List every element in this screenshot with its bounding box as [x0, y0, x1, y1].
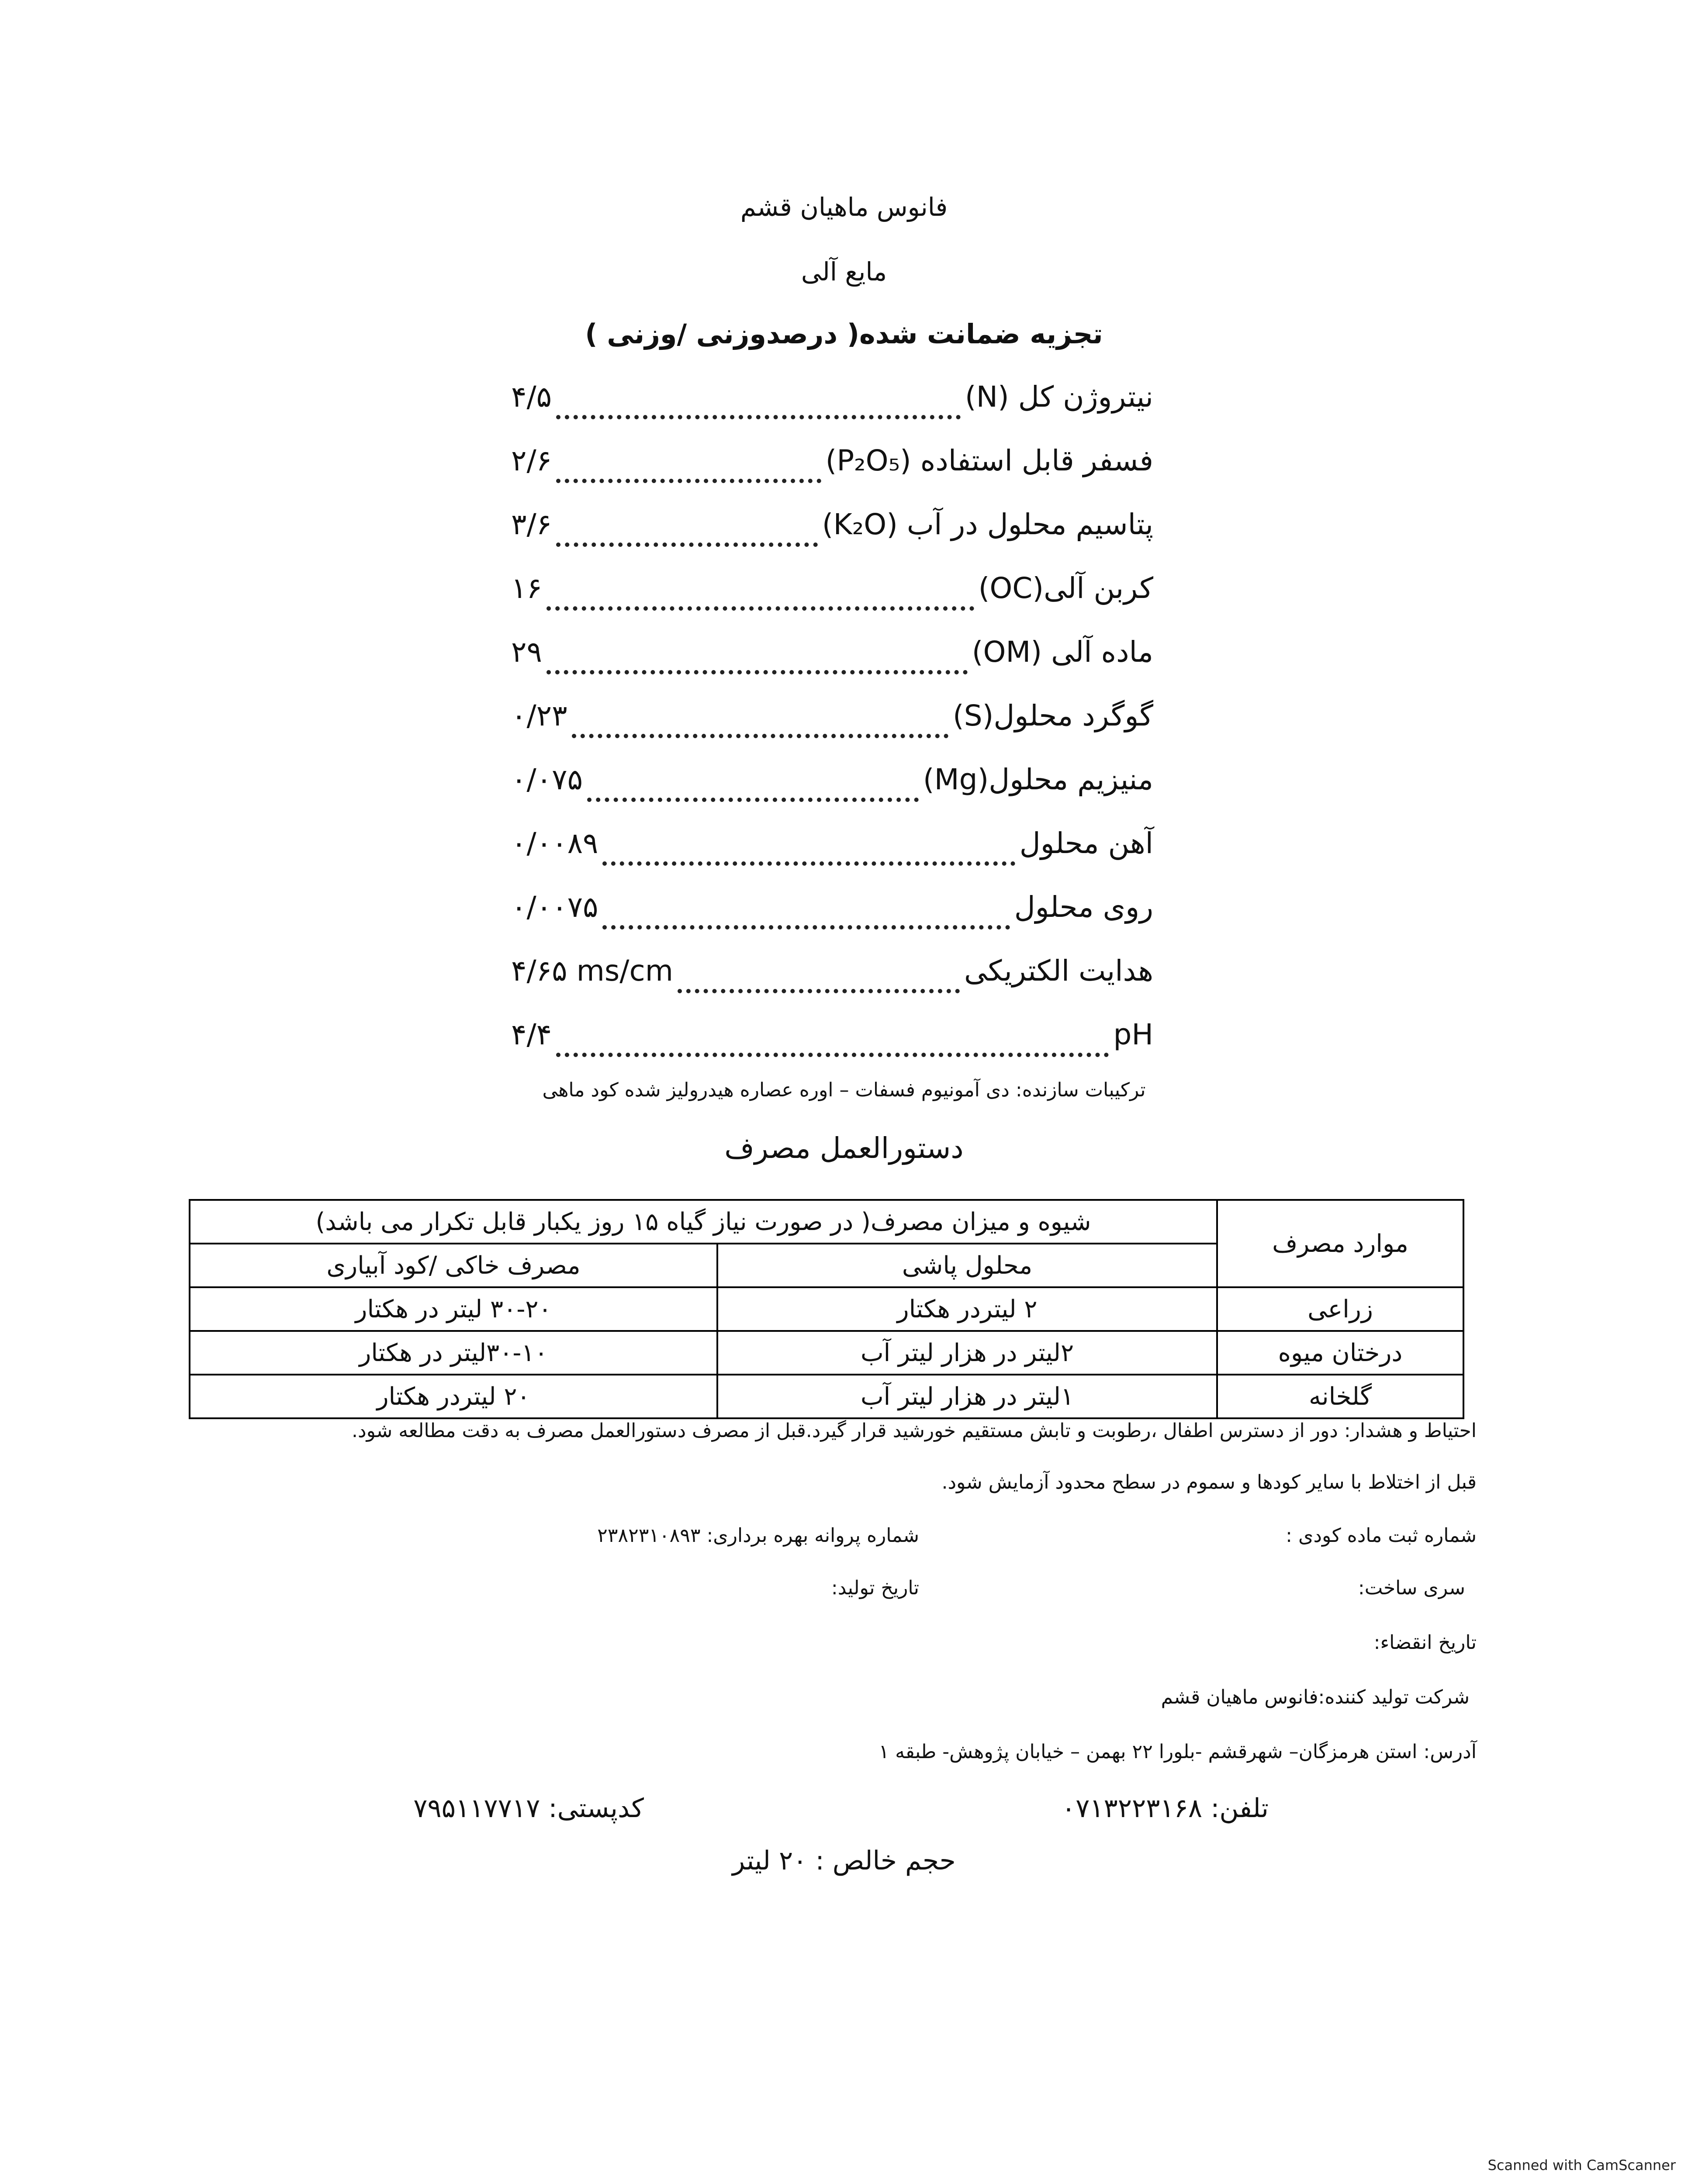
dot-leader	[556, 457, 821, 483]
analysis-value: ۳/۶	[511, 508, 552, 541]
row-soil: ۳۰-۱۰لیتر در هکتار	[190, 1331, 717, 1375]
analysis-value: ۲/۶	[511, 444, 552, 477]
expiry-date-label: تاریخ انقضاء:	[1373, 1631, 1477, 1654]
analysis-value: ۲۹	[511, 635, 542, 669]
analysis-name: پتاسیم محلول در آب (K₂O)	[822, 508, 1153, 541]
row-use: زراعی	[1217, 1287, 1463, 1331]
analysis-name: آهن محلول	[1019, 826, 1153, 860]
table-row	[190, 1375, 1463, 1418]
dot-leader	[556, 521, 818, 547]
analysis-row	[502, 763, 1184, 806]
dot-leader	[572, 712, 948, 738]
analysis-row	[502, 571, 1184, 615]
instructions-title: دستورالعمل مصرف	[724, 1131, 964, 1165]
ingredients-text: ترکیبات سازنده: دی آمونیوم فسفات – اوره عصاره هیدرولیز شده کود ماهی	[542, 1079, 1146, 1101]
analysis-name: منیزیم محلول(Mg)	[923, 763, 1153, 796]
analysis-value: ۱۶	[511, 571, 542, 605]
license-text: شماره پروانه بهره برداری: ۲۳۸۲۳۱۰۸۹۳	[597, 1524, 919, 1547]
row-use: گلخانه	[1217, 1375, 1463, 1418]
analysis-name: کربن آلی(OC)	[978, 571, 1153, 605]
analysis-name: ماده آلی (OM)	[972, 635, 1153, 669]
dot-leader	[602, 903, 1010, 930]
warning-text: احتیاط و هشدار: دور از دسترس اطفال ،رطوبت و تابش مستقیم خورشید قرار گیرد.قبل از مصرف دستورالعمل مصرف به دقت مطالعه شود.	[352, 1420, 1477, 1442]
address-text: آدرس: استن هرمزگان– شهرقشم -بلورا ۲۲ بهمن – خیابان پژوهش- طبقه ۱	[879, 1741, 1477, 1763]
dot-leader	[547, 648, 968, 674]
registration-label: شماره ثبت ماده کودی :	[1286, 1524, 1477, 1547]
row-spray: ۱لیتر در هزار لیتر آب	[717, 1375, 1217, 1418]
analysis-name: هدایت الکتریکی	[964, 954, 1153, 988]
header-spray: محلول پاشی	[717, 1244, 1217, 1287]
analysis-row	[502, 380, 1184, 424]
analysis-row	[502, 826, 1184, 870]
analysis-name: گوگرد محلول(S)	[953, 699, 1153, 733]
product-title: مایع آلی	[801, 257, 887, 287]
scanner-watermark: Scanned with CamScanner	[1487, 2157, 1676, 2174]
analysis-value: ۰/۰۰۷۵	[511, 890, 598, 924]
dot-leader	[587, 776, 919, 802]
header-use: موارد مصرف	[1217, 1200, 1463, 1287]
company-title: فانوس ماهیان قشم	[740, 192, 948, 222]
net-volume: حجم خالص : ۲۰ لیتر	[732, 1845, 956, 1876]
analysis-name: pH	[1113, 1018, 1153, 1051]
analysis-value: ۴/۴	[511, 1018, 552, 1051]
analysis-value: ۰/۰۷۵	[511, 763, 583, 796]
analysis-row	[502, 890, 1184, 934]
row-soil: ۲۰ لیتردر هکتار	[190, 1375, 717, 1418]
analysis-value: ۴/۵	[511, 380, 552, 414]
mixing-text: قبل از اختلاط با سایر کودها و سموم در سطح محدود آزمایش شود.	[941, 1471, 1477, 1493]
analysis-value: ۰/۰۰۸۹	[511, 826, 598, 860]
row-spray: ۲ لیتردر هکتار	[717, 1287, 1217, 1331]
production-date-label: تاریخ تولید:	[831, 1577, 919, 1599]
dot-leader	[556, 1031, 1109, 1057]
row-spray: ۲لیتر در هزار لیتر آب	[717, 1331, 1217, 1375]
analysis-name: روی محلول	[1014, 890, 1153, 924]
analysis-row	[502, 635, 1184, 679]
analysis-name: فسفر قابل استفاده (P₂O₅)	[825, 444, 1153, 477]
analysis-row	[502, 699, 1184, 743]
row-use: درختان میوه	[1217, 1331, 1463, 1375]
table-row	[190, 1287, 1463, 1331]
header-soil: مصرف خاکی /کود آبیاری	[190, 1244, 717, 1287]
dot-leader	[678, 967, 960, 993]
header-method: شیوه و میزان مصرف( در صورت نیاز گیاه ۱۵ روز یکبار قابل تکرار می باشد)	[190, 1200, 1217, 1244]
dot-leader	[547, 584, 974, 611]
phone-text: تلفن: ۰۷۱۳۲۲۳۱۶۸	[1061, 1793, 1269, 1824]
dot-leader	[556, 393, 961, 419]
table-row	[190, 1331, 1463, 1375]
usage-table	[189, 1199, 1464, 1419]
analysis-row	[502, 954, 1184, 998]
analysis-title: تجزیه ضمانت شده( درصدوزنی /وزنی )	[585, 318, 1103, 350]
postal-code-text: کدپستی: ۷۹۵۱۱۷۷۱۷	[413, 1793, 644, 1824]
producer-text: شرکت تولید کننده:فانوس ماهیان قشم	[1161, 1686, 1470, 1708]
analysis-value: ۰/۲۳	[511, 699, 567, 733]
analysis-row	[502, 444, 1184, 487]
analysis-name: نیتروژن کل (N)	[965, 380, 1153, 414]
batch-label: سری ساخت:	[1358, 1577, 1465, 1599]
analysis-row	[502, 508, 1184, 551]
analysis-row	[502, 1018, 1184, 1061]
dot-leader	[602, 840, 1015, 866]
row-soil: ۳۰-۲۰ لیتر در هکتار	[190, 1287, 717, 1331]
analysis-value: ۴/۶۵ ms/cm	[511, 954, 674, 988]
